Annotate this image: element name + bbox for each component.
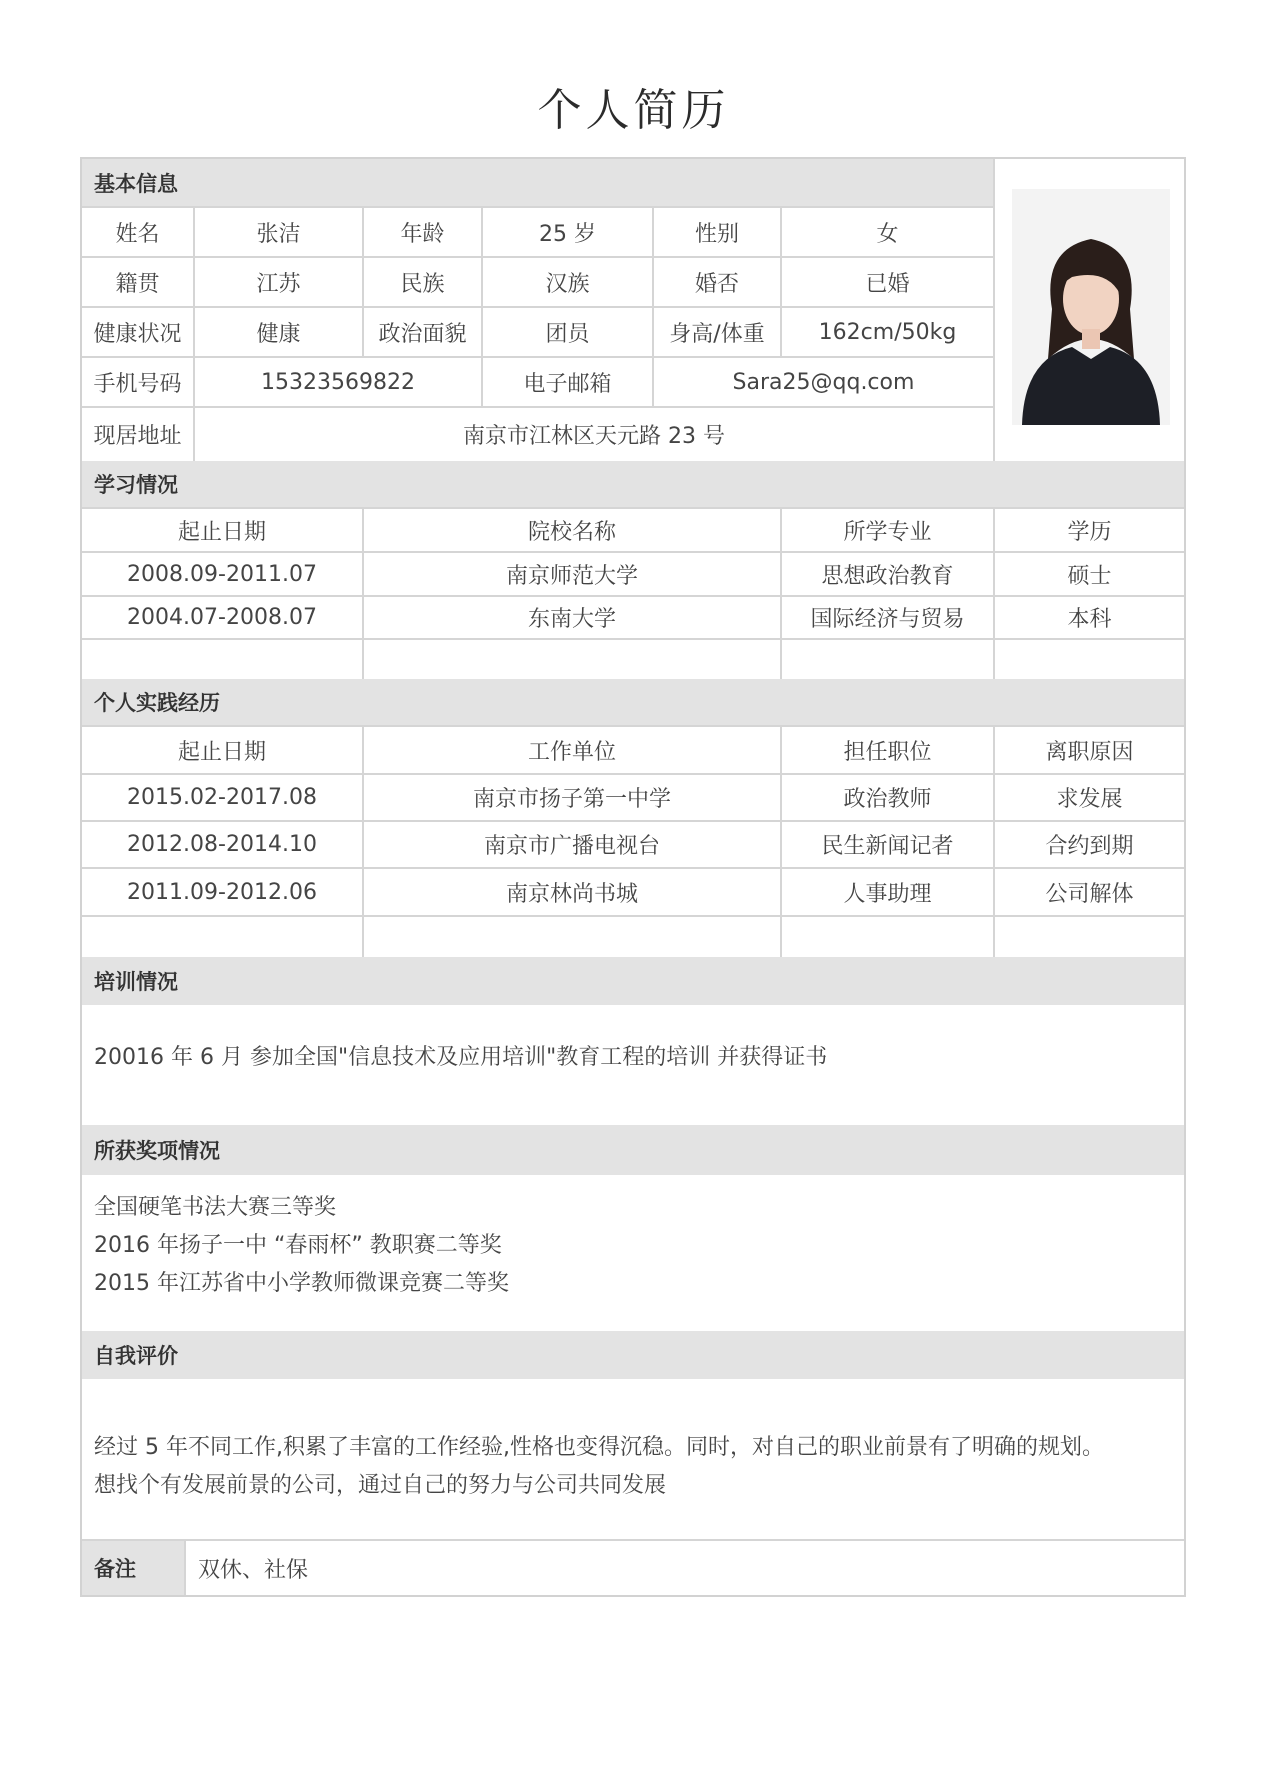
address-label: 现居地址 — [93, 424, 182, 449]
marital-value: 已婚 — [865, 271, 910, 297]
exp-row-employer: 南京林尚书城 — [505, 881, 638, 907]
edu-row-date: 2004.07-2008.07 — [127, 605, 317, 630]
profile-photo — [1012, 189, 1170, 425]
height-weight-value: 162cm/50kg — [818, 319, 957, 345]
page-title: 个人简历 — [537, 85, 730, 136]
divider — [82, 638, 1184, 640]
email-label: 电子邮箱 — [523, 371, 612, 397]
name-label: 姓名 — [115, 221, 160, 247]
phone-label: 手机号码 — [93, 371, 182, 397]
marital-label: 婚否 — [694, 271, 739, 297]
edu-row-degree: 本科 — [1067, 607, 1112, 632]
self-eval-line: 想找个有发展前景的公司，通过自己的努力与公司共同发展 — [94, 1473, 667, 1498]
political-label: 政治面貌 — [378, 321, 467, 347]
exp-row-position: 民生新闻记者 — [821, 834, 954, 859]
edu-row-major: 国际经济与贸易 — [810, 607, 965, 632]
exp-row-position: 人事助理 — [843, 881, 932, 907]
section-education: 学习情况 — [82, 461, 1184, 507]
person-photo-icon — [1012, 189, 1170, 425]
exp-header-position: 担任职位 — [843, 739, 932, 765]
exp-row-date: 2011.09-2012.06 — [127, 879, 317, 905]
award-item: 2016 年扬子一中 “春雨杯” 教职赛二等奖 — [94, 1233, 502, 1258]
email-value: Sara25@qq.com — [732, 369, 915, 395]
exp-row-position: 政治教师 — [843, 787, 932, 812]
section-self-eval: 自我评价 — [82, 1331, 1184, 1379]
address-value: 南京市江林区天元路 23 号 — [463, 424, 725, 449]
age-label: 年龄 — [400, 221, 445, 247]
edu-row-school: 南京师范大学 — [505, 563, 638, 589]
edu-header-degree: 学历 — [1067, 519, 1112, 545]
notes-value: 双休、社保 — [198, 1557, 309, 1583]
edu-row-degree: 硕士 — [1067, 563, 1112, 589]
exp-row-employer: 南京市扬子第一中学 — [472, 787, 671, 812]
awards-list — [82, 1189, 1184, 1303]
exp-header-employer: 工作单位 — [527, 739, 616, 765]
section-training: 培训情况 — [82, 957, 1184, 1005]
edu-header-major: 所学专业 — [843, 519, 932, 545]
self-eval-text — [82, 1429, 1184, 1505]
training-text: 20016 年 6 月 参加全国"信息技术及应用培训"教育工程的培训 并获得证书 — [94, 1045, 828, 1070]
exp-header-date: 起止日期 — [177, 739, 266, 765]
exp-header-reason: 离职原因 — [1045, 739, 1134, 765]
self-eval-line: 经过 5 年不同工作,积累了丰富的工作经验,性格也变得沉稳。同时，对自己的职业前景有了明确的规划。 — [94, 1435, 1104, 1460]
ethnic-value: 汉族 — [545, 271, 590, 297]
notes-label: 备注 — [82, 1541, 184, 1595]
section-experience: 个人实践经历 — [82, 679, 1184, 725]
section-awards: 所获奖项情况 — [82, 1125, 1184, 1175]
ethnic-label: 民族 — [400, 271, 445, 297]
resume-table — [80, 157, 1186, 1597]
gender-value: 女 — [876, 221, 899, 247]
edu-header-school: 院校名称 — [527, 519, 616, 545]
divider — [82, 915, 1184, 917]
edu-row-school: 东南大学 — [527, 607, 616, 632]
award-item: 2015 年江苏省中小学教师微课竞赛二等奖 — [94, 1271, 509, 1296]
height-weight-label: 身高/体重 — [669, 321, 765, 347]
gender-label: 性别 — [694, 221, 739, 247]
exp-row-reason: 求发展 — [1056, 787, 1123, 812]
section-basic-info: 基本信息 — [82, 159, 993, 206]
divider — [993, 159, 995, 461]
exp-row-date: 2015.02-2017.08 — [127, 785, 317, 810]
edu-row-date: 2008.09-2011.07 — [127, 561, 317, 587]
exp-row-reason: 公司解体 — [1045, 881, 1134, 907]
exp-row-reason: 合约到期 — [1045, 834, 1134, 859]
health-label: 健康状况 — [93, 321, 182, 347]
exp-row-employer: 南京市广播电视台 — [483, 834, 660, 859]
edu-row-major: 思想政治教育 — [821, 563, 954, 589]
origin-value: 江苏 — [256, 271, 301, 297]
exp-row-date: 2012.08-2014.10 — [127, 832, 317, 857]
edu-header-date: 起止日期 — [177, 519, 266, 545]
award-item: 全国硬笔书法大赛三等奖 — [94, 1195, 337, 1220]
age-value: 25 岁 — [539, 221, 596, 247]
health-value: 健康 — [256, 321, 301, 347]
phone-value: 15323569822 — [261, 369, 415, 395]
origin-label: 籍贯 — [115, 271, 160, 297]
name-value: 张洁 — [256, 221, 301, 247]
political-value: 团员 — [545, 321, 590, 347]
